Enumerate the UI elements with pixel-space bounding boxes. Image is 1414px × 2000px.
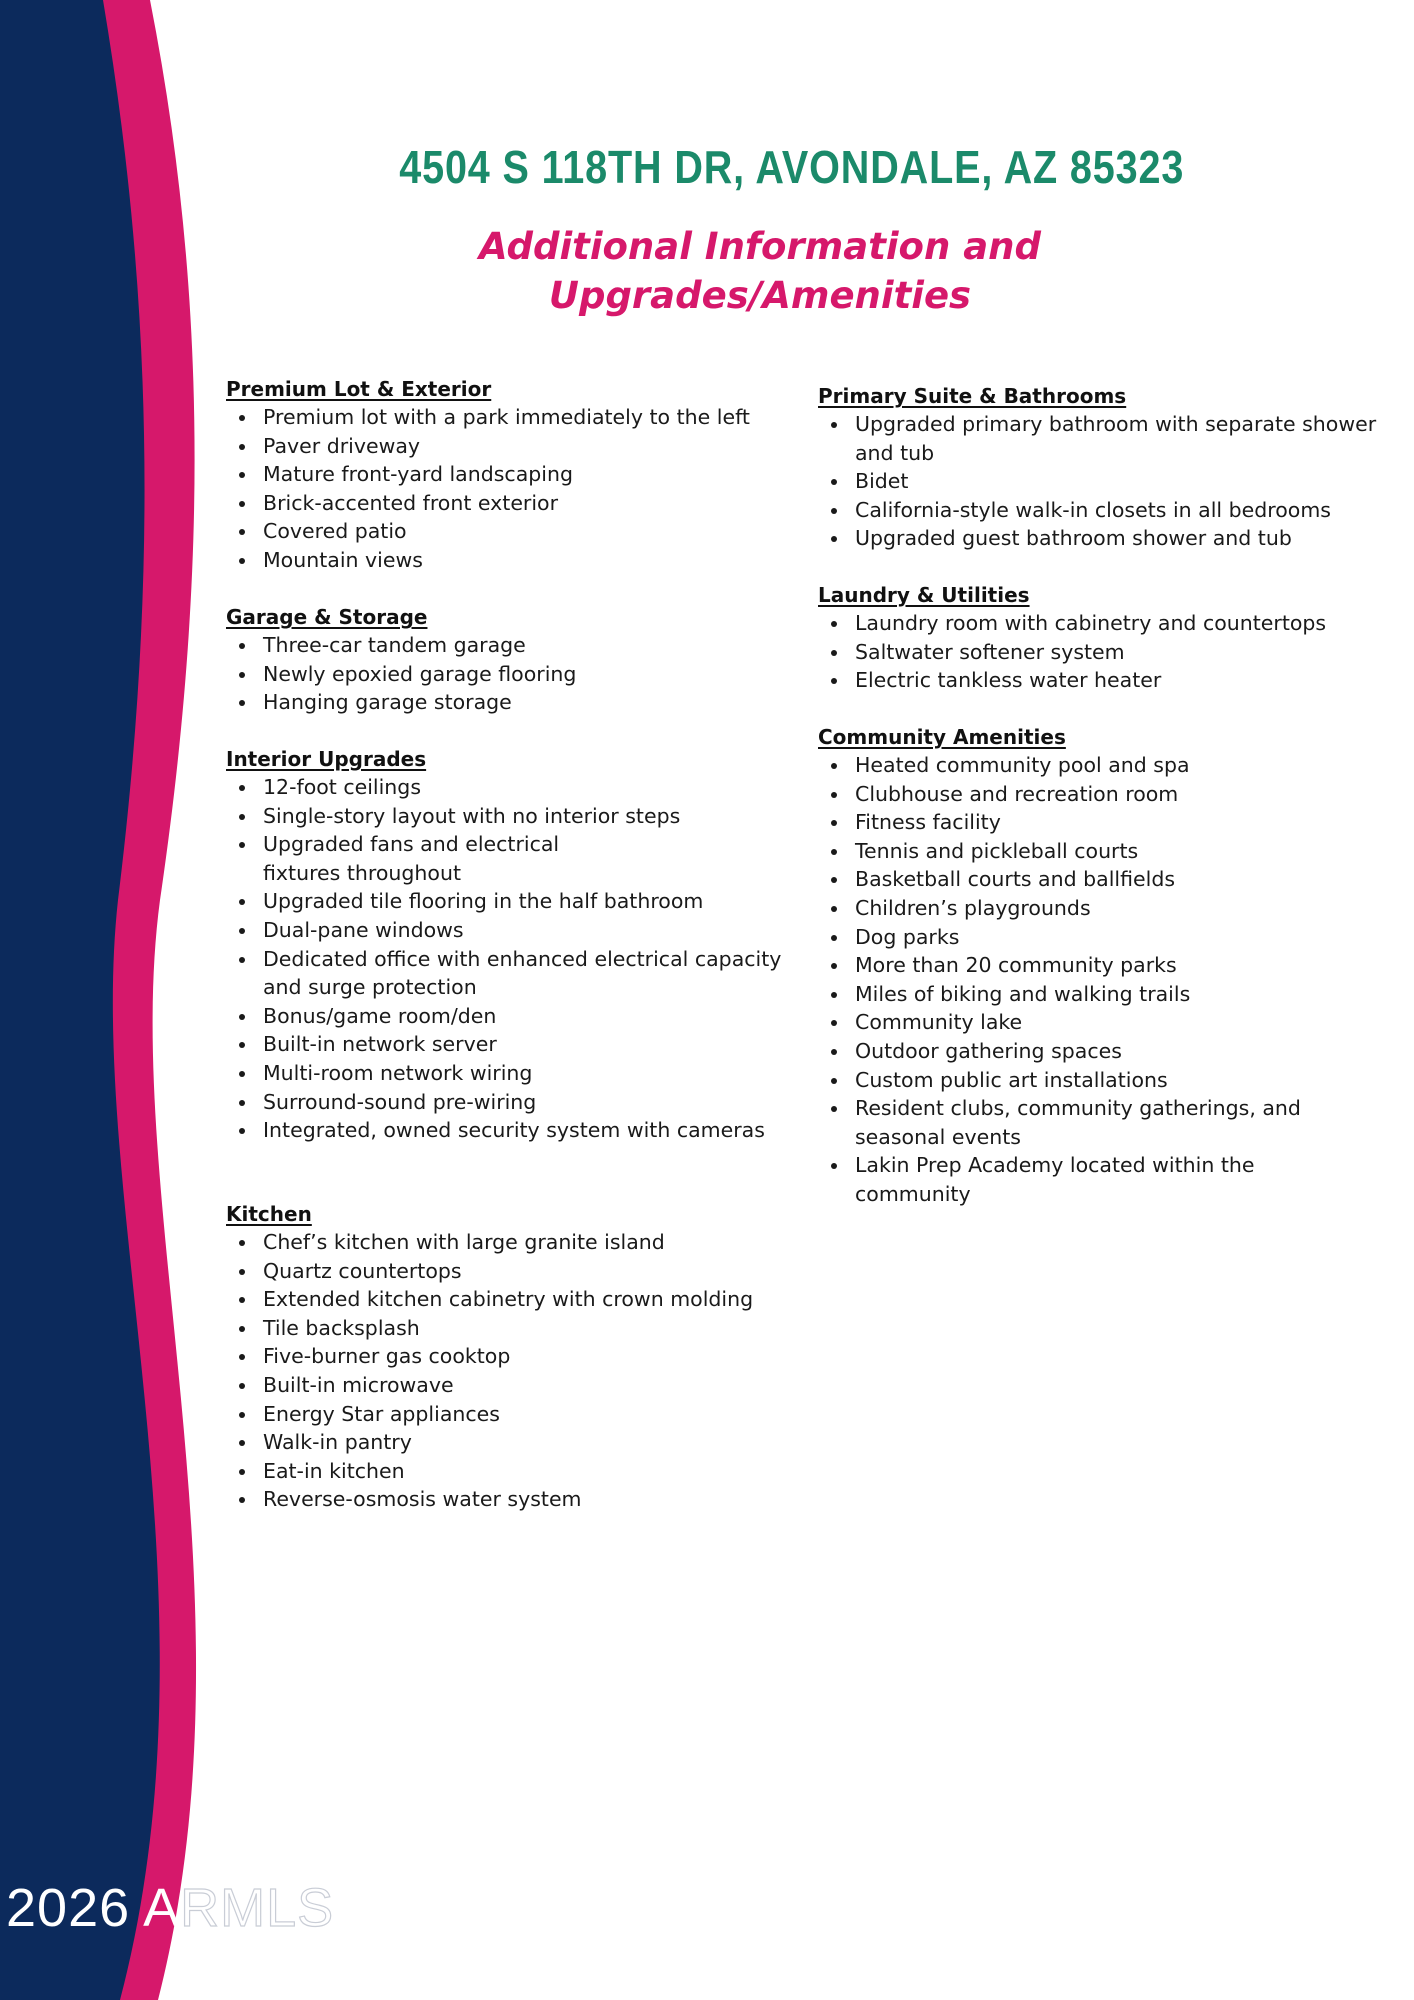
feature-list [818, 751, 1414, 1209]
list-item: Dedicated office with enhanced electrical capacity and surge protection [226, 945, 793, 1002]
watermark-outline-text: RMLS [180, 1878, 335, 1938]
section-laundry-utilities [818, 581, 1414, 695]
feature-list [226, 1228, 826, 1514]
feature-list [226, 631, 826, 717]
list-item: Bonus/game room/den [226, 1002, 826, 1031]
list-item: Quartz countertops [226, 1257, 826, 1286]
section-heading: Kitchen [226, 1202, 312, 1226]
section-kitchen [226, 1200, 826, 1514]
list-item: Custom public art installations [818, 1066, 1414, 1095]
section-heading: Laundry & Utilities [818, 583, 1030, 607]
list-item: Paver driveway [226, 432, 826, 461]
list-item: Reverse-osmosis water system [226, 1485, 826, 1514]
list-item: Three-car tandem garage [226, 631, 826, 660]
list-item: Saltwater softener system [818, 638, 1414, 667]
section-premium-lot-exterior [226, 375, 826, 575]
watermark-solid-text: 2026 A [6, 1878, 181, 1938]
section-community-amenities [818, 723, 1414, 1209]
list-item: Electric tankless water heater [818, 666, 1414, 695]
list-item: Built-in network server [226, 1030, 826, 1059]
section-heading: Garage & Storage [226, 605, 428, 629]
list-item: More than 20 community parks [818, 951, 1414, 980]
feature-list [226, 773, 826, 1145]
page-subtitle: Additional Information and Upgrades/Amenities [478, 225, 1041, 317]
list-item: Single-story layout with no interior steps [226, 802, 826, 831]
list-item: Tennis and pickleball courts [818, 837, 1414, 866]
feature-list [818, 410, 1414, 553]
list-item: Chef’s kitchen with large granite island [226, 1228, 826, 1257]
feature-list [226, 403, 826, 575]
list-item: Brick-accented front exterior [226, 489, 826, 518]
decorative-wave-band [0, 0, 260, 2000]
list-item: Lakin Prep Academy located within the community [818, 1151, 1325, 1208]
list-item: Outdoor gathering spaces [818, 1037, 1414, 1066]
list-item: Multi-room network wiring [226, 1059, 826, 1088]
list-item: Mature front-yard landscaping [226, 460, 826, 489]
list-item: 12-foot ceilings [226, 773, 826, 802]
section-heading: Community Amenities [818, 725, 1066, 749]
list-item: Community lake [818, 1008, 1414, 1037]
list-item: Upgraded guest bathroom shower and tub [818, 524, 1414, 553]
section-heading: Primary Suite & Bathrooms [818, 384, 1127, 408]
list-item: Miles of biking and walking trails [818, 980, 1414, 1009]
section-garage-storage [226, 603, 826, 717]
list-item: Walk-in pantry [226, 1428, 826, 1457]
list-item: Upgraded primary bathroom with separate shower and tub [818, 410, 1395, 467]
feature-list [818, 609, 1414, 695]
section-heading: Interior Upgrades [226, 747, 427, 771]
list-item: Eat-in kitchen [226, 1457, 826, 1486]
list-item: Laundry room with cabinetry and countertops [818, 609, 1414, 638]
section-interior-upgrades [226, 745, 826, 1145]
list-item: Upgraded fans and electrical fixtures throughout [226, 830, 623, 887]
list-item: Five-burner gas cooktop [226, 1342, 826, 1371]
property-address: 4504 S 118TH DR, AVONDALE, AZ 85323 [399, 141, 1185, 193]
section-heading: Premium Lot & Exterior [226, 377, 492, 401]
list-item: Dog parks [818, 923, 1414, 952]
list-item: Resident clubs, community gatherings, and seasonal events [818, 1094, 1375, 1151]
copyright-watermark [6, 1878, 334, 1938]
list-item: California-style walk-in closets in all bedrooms [818, 496, 1414, 525]
list-item: Heated community pool and spa [818, 751, 1414, 780]
list-item: Children’s playgrounds [818, 894, 1414, 923]
section-primary-suite-bathrooms [818, 382, 1414, 553]
list-item: Dual-pane windows [226, 916, 826, 945]
list-item: Clubhouse and recreation room [818, 780, 1414, 809]
list-item: Built-in microwave [226, 1371, 826, 1400]
list-item: Hanging garage storage [226, 688, 826, 717]
list-item: Newly epoxied garage flooring [226, 660, 826, 689]
list-item: Extended kitchen cabinetry with crown molding [226, 1285, 826, 1314]
list-item: Premium lot with a park immediately to the left [226, 403, 826, 432]
list-item: Integrated, owned security system with cameras [226, 1116, 783, 1145]
list-item: Energy Star appliances [226, 1400, 826, 1429]
list-item: Tile backsplash [226, 1314, 826, 1343]
list-item: Basketball courts and ballfields [818, 865, 1414, 894]
list-item: Mountain views [226, 546, 826, 575]
list-item: Upgraded tile flooring in the half bathroom [226, 887, 826, 916]
list-item: Surround-sound pre-wiring [226, 1088, 826, 1117]
list-item: Covered patio [226, 517, 826, 546]
list-item: Bidet [818, 467, 1414, 496]
list-item: Fitness facility [818, 808, 1414, 837]
